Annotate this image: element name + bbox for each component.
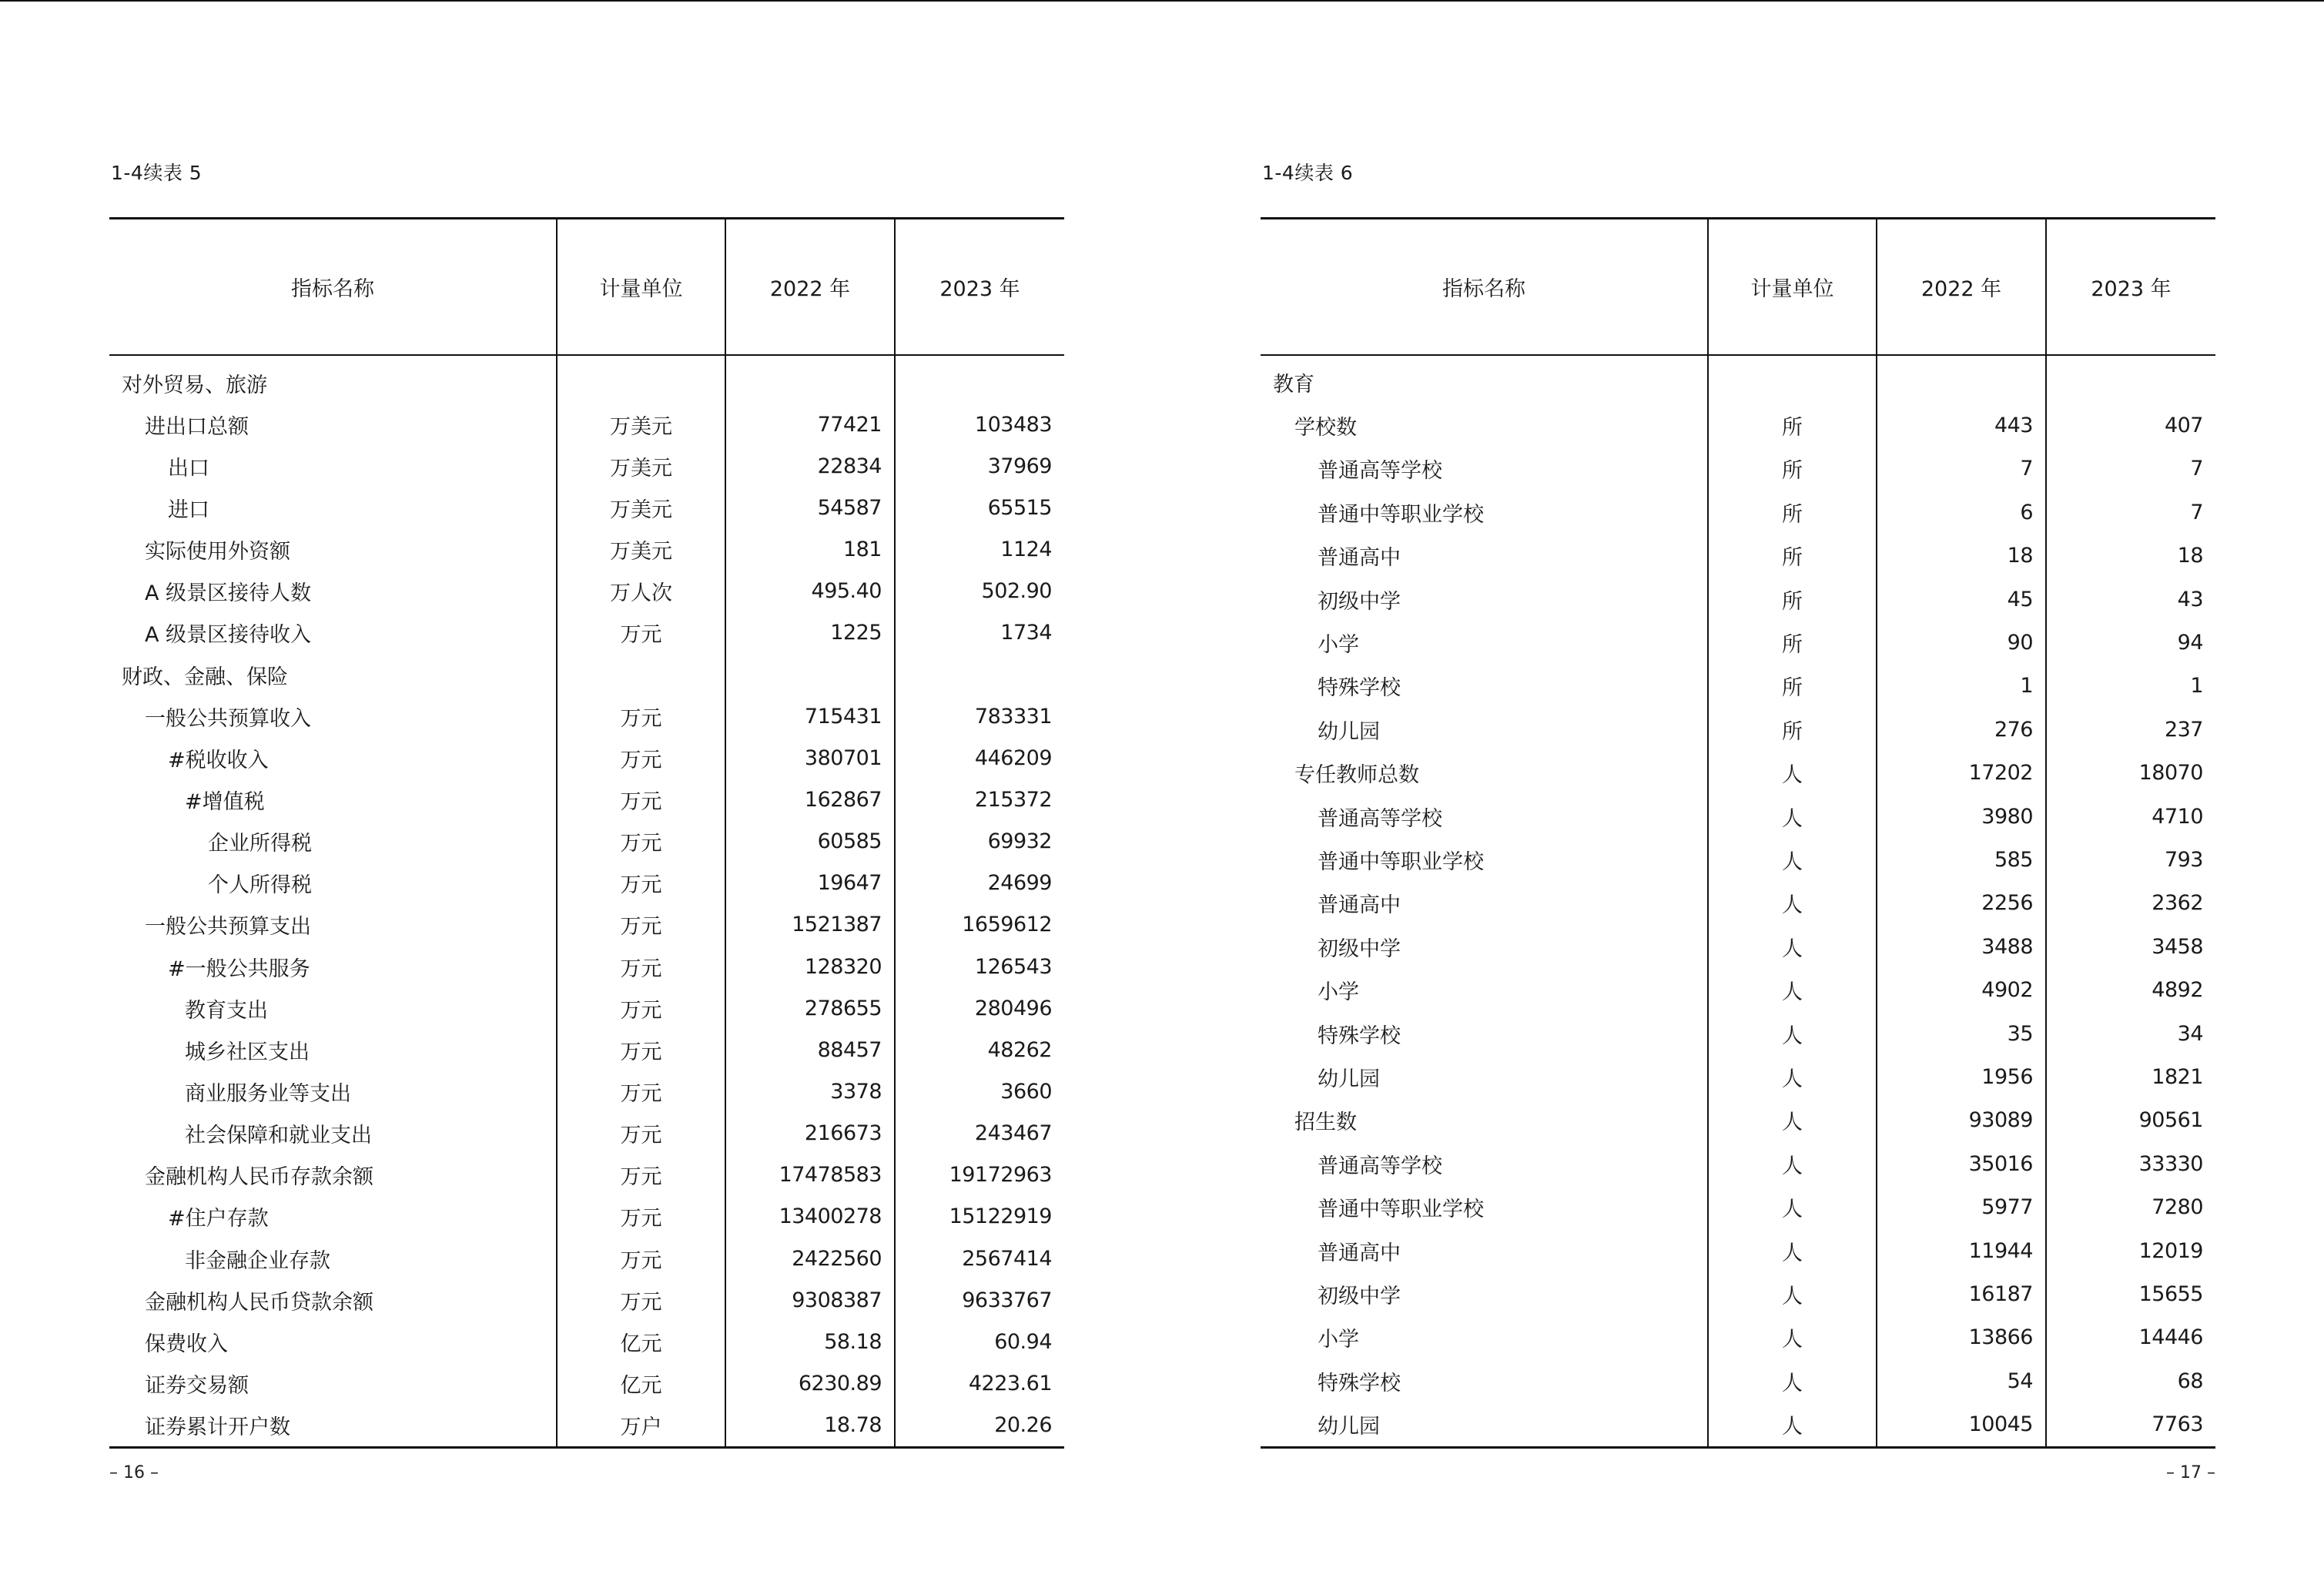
unit-cell: 所 [1708, 578, 1877, 621]
value-2023-cell: 7280 [2046, 1185, 2215, 1228]
table-row [109, 737, 1064, 779]
unit-cell: 万元 [557, 946, 725, 987]
table-row [109, 987, 1064, 1029]
unit-cell [557, 654, 725, 695]
value-2023-cell: 24699 [895, 863, 1064, 904]
value-2023-cell: 280496 [895, 987, 1064, 1029]
table-row [1261, 708, 2215, 751]
value-2022-cell: 16187 [1877, 1272, 2046, 1315]
unit-cell: 所 [1708, 491, 1877, 534]
value-2023-cell: 1124 [895, 529, 1064, 571]
table-header-row [109, 219, 1064, 356]
page-number: – 17 – [2166, 1463, 2215, 1482]
value-2022-cell: 35016 [1877, 1142, 2046, 1185]
value-2022-cell: 35 [1877, 1012, 2046, 1055]
value-2022-cell [725, 355, 895, 404]
value-2022-cell: 54 [1877, 1359, 2046, 1402]
statistics-table [109, 217, 1064, 1449]
value-2022-cell: 93089 [1877, 1099, 2046, 1142]
unit-cell: 所 [1708, 665, 1877, 708]
value-2022-cell: 1956 [1877, 1055, 2046, 1098]
table-row [1261, 1272, 2215, 1315]
value-2023-cell: 783331 [895, 695, 1064, 737]
indicator-name-cell: 进口 [168, 498, 209, 522]
value-2023-cell: 15655 [2046, 1272, 2215, 1315]
unit-cell: 人 [1708, 795, 1877, 838]
unit-cell: 万元 [557, 737, 725, 779]
table-row [109, 529, 1064, 571]
table-title: 1-4续表 6 [1262, 162, 1354, 184]
indicator-name-cell: 普通高中 [1318, 893, 1401, 918]
value-2023-cell: 20.26 [895, 1405, 1064, 1448]
table-row [109, 1154, 1064, 1196]
unit-cell: 人 [1708, 1402, 1877, 1447]
table-row [1261, 882, 2215, 925]
indicator-name-cell: 一般公共预算收入 [145, 706, 311, 731]
value-2022-cell: 585 [1877, 838, 2046, 881]
value-2022-cell: 1225 [725, 612, 895, 654]
value-2022-cell: 443 [1877, 404, 2046, 447]
indicator-name-cell: 金融机构人民币存款余额 [145, 1165, 373, 1190]
value-2023-cell: 4710 [2046, 795, 2215, 838]
value-2022-cell: 128320 [725, 946, 895, 987]
unit-cell: 人 [1708, 1229, 1877, 1272]
value-2023-cell: 446209 [895, 737, 1064, 779]
value-2022-cell: 45 [1877, 578, 2046, 621]
unit-cell: 所 [1708, 708, 1877, 751]
value-2022-cell: 380701 [725, 737, 895, 779]
unit-cell: 万美元 [557, 529, 725, 571]
value-2022-cell: 1521387 [725, 904, 895, 946]
value-2023-cell: 1659612 [895, 904, 1064, 946]
value-2023-cell: 243467 [895, 1113, 1064, 1154]
value-2023-cell: 215372 [895, 779, 1064, 820]
indicator-name-cell: 幼儿园 [1318, 1067, 1380, 1091]
unit-cell: 人 [1708, 925, 1877, 968]
page-number: – 16 – [109, 1463, 159, 1482]
unit-cell: 万元 [557, 1196, 725, 1238]
unit-cell [1708, 355, 1877, 404]
table-row [1261, 838, 2215, 881]
unit-cell: 万元 [557, 1154, 725, 1196]
value-2023-cell: 90561 [2046, 1099, 2215, 1142]
table-row [1261, 1402, 2215, 1447]
indicator-name-cell: 普通高中 [1318, 546, 1401, 571]
value-2023-cell: 1734 [895, 612, 1064, 654]
indicator-name-cell: 金融机构人民币贷款余额 [145, 1290, 373, 1315]
table-row [1261, 925, 2215, 968]
unit-cell: 人 [1708, 752, 1877, 795]
value-2023-cell: 33330 [2046, 1142, 2215, 1185]
indicator-name-cell: 进出口总额 [145, 414, 249, 439]
indicator-name-cell: 小学 [1318, 633, 1359, 658]
unit-cell: 万美元 [557, 404, 725, 445]
table-row [109, 821, 1064, 863]
value-2022-cell: 10045 [1877, 1402, 2046, 1447]
value-2023-cell: 4223.61 [895, 1362, 1064, 1404]
unit-cell: 人 [1708, 1055, 1877, 1098]
table-row [109, 1196, 1064, 1238]
indicator-name-cell: 特殊学校 [1318, 1023, 1401, 1048]
value-2023-cell [2046, 355, 2215, 404]
indicator-name-cell: #住户存款 [168, 1207, 269, 1231]
header-indicator-name: 指标名称 [1261, 219, 1708, 356]
indicator-name-cell: 普通中等职业学校 [1318, 502, 1484, 527]
unit-cell: 所 [1708, 447, 1877, 491]
table-row [1261, 1142, 2215, 1185]
table-row [1261, 447, 2215, 491]
right-page [1261, 0, 2215, 1588]
value-2022-cell: 6230.89 [725, 1362, 895, 1404]
table-header-row [1261, 219, 2215, 356]
indicator-name-cell: 商业服务业等支出 [185, 1081, 351, 1106]
value-2022-cell: 9308387 [725, 1279, 895, 1321]
value-2022-cell: 22834 [725, 445, 895, 487]
value-2023-cell: 43 [2046, 578, 2215, 621]
indicator-name-cell: 普通高等学校 [1318, 1154, 1442, 1178]
value-2023-cell: 103483 [895, 404, 1064, 445]
unit-cell: 所 [1708, 534, 1877, 578]
indicator-name-cell: 个人所得税 [208, 873, 312, 898]
value-2022-cell: 216673 [725, 1113, 895, 1154]
value-2022-cell: 278655 [725, 987, 895, 1029]
value-2022-cell: 54587 [725, 487, 895, 528]
table-row [1261, 491, 2215, 534]
indicator-name-cell: A 级景区接待人数 [145, 581, 312, 606]
unit-cell: 万元 [557, 1279, 725, 1321]
value-2022-cell: 495.40 [725, 571, 895, 612]
indicator-name-cell: 教育 [1273, 372, 1314, 397]
table-row [1261, 665, 2215, 708]
value-2023-cell: 14446 [2046, 1316, 2215, 1359]
indicator-name-cell: 社会保障和就业支出 [185, 1124, 372, 1148]
table-row [1261, 534, 2215, 578]
value-2023-cell: 407 [2046, 404, 2215, 447]
value-2023-cell [895, 355, 1064, 404]
unit-cell: 人 [1708, 1359, 1877, 1402]
unit-cell: 万元 [557, 821, 725, 863]
indicator-name-cell: 初级中学 [1318, 936, 1401, 961]
value-2022-cell: 11944 [1877, 1229, 2046, 1272]
indicator-name-cell: #税收收入 [168, 748, 269, 772]
table-row [109, 695, 1064, 737]
unit-cell: 人 [1708, 882, 1877, 925]
table-row [109, 1238, 1064, 1279]
value-2022-cell: 181 [725, 529, 895, 571]
unit-cell: 人 [1708, 1185, 1877, 1228]
header-year-2023: 2023 年 [895, 219, 1064, 356]
unit-cell: 人 [1708, 968, 1877, 1011]
value-2023-cell: 37969 [895, 445, 1064, 487]
value-2023-cell: 65515 [895, 487, 1064, 528]
value-2022-cell: 3980 [1877, 795, 2046, 838]
indicator-name-cell: 城乡社区支出 [185, 1040, 310, 1064]
value-2022-cell: 276 [1877, 708, 2046, 751]
value-2022-cell [1877, 355, 2046, 404]
value-2023-cell: 12019 [2046, 1229, 2215, 1272]
unit-cell: 万元 [557, 1113, 725, 1154]
table-row [109, 1321, 1064, 1362]
unit-cell: 万元 [557, 612, 725, 654]
header-unit: 计量单位 [1708, 219, 1877, 356]
value-2022-cell: 90 [1877, 621, 2046, 664]
value-2023-cell: 18 [2046, 534, 2215, 578]
indicator-name-cell: 对外贸易、旅游 [122, 373, 267, 397]
value-2023-cell: 15122919 [895, 1196, 1064, 1238]
indicator-name-cell: 小学 [1318, 980, 1359, 1005]
value-2023-cell: 19172963 [895, 1154, 1064, 1196]
table-row [1261, 1055, 2215, 1098]
indicator-name-cell: 普通高中 [1318, 1241, 1401, 1265]
value-2022-cell: 715431 [725, 695, 895, 737]
unit-cell: 亿元 [557, 1321, 725, 1362]
value-2023-cell: 18070 [2046, 752, 2215, 795]
value-2023-cell: 68 [2046, 1359, 2215, 1402]
indicator-name-cell: 幼儿园 [1318, 1415, 1380, 1439]
indicator-name-cell: 一般公共预算支出 [145, 915, 311, 940]
indicator-name-cell: 初级中学 [1318, 589, 1401, 614]
value-2022-cell: 17478583 [725, 1154, 895, 1196]
table-row [1261, 1012, 2215, 1055]
value-2023-cell: 1 [2046, 665, 2215, 708]
value-2022-cell: 162867 [725, 779, 895, 820]
value-2023-cell: 7763 [2046, 1402, 2215, 1447]
table-row [109, 404, 1064, 445]
value-2022-cell: 3378 [725, 1070, 895, 1112]
value-2022-cell: 19647 [725, 863, 895, 904]
unit-cell: 万元 [557, 1070, 725, 1112]
value-2023-cell: 34 [2046, 1012, 2215, 1055]
indicator-name-cell: 普通中等职业学校 [1318, 1198, 1484, 1222]
value-2022-cell: 6 [1877, 491, 2046, 534]
indicator-name-cell: #一般公共服务 [168, 956, 310, 981]
value-2022-cell: 77421 [725, 404, 895, 445]
value-2023-cell: 9633767 [895, 1279, 1064, 1321]
unit-cell: 人 [1708, 1099, 1877, 1142]
table-row [109, 1070, 1064, 1112]
value-2023-cell: 2567414 [895, 1238, 1064, 1279]
unit-cell: 人 [1708, 838, 1877, 881]
table-row [1261, 621, 2215, 664]
unit-cell: 万美元 [557, 487, 725, 528]
unit-cell [557, 355, 725, 404]
table-row [1261, 1185, 2215, 1228]
table-row [109, 1362, 1064, 1404]
value-2023-cell: 69932 [895, 821, 1064, 863]
indicator-name-cell: 幼儿园 [1318, 719, 1380, 744]
value-2023-cell: 48262 [895, 1029, 1064, 1070]
table-row [109, 779, 1064, 820]
value-2022-cell: 1 [1877, 665, 2046, 708]
table-row [1261, 968, 2215, 1011]
indicator-name-cell: 企业所得税 [208, 832, 312, 856]
header-year-2022: 2022 年 [725, 219, 895, 356]
unit-cell: 万元 [557, 904, 725, 946]
value-2022-cell: 18.78 [725, 1405, 895, 1448]
value-2022-cell: 58.18 [725, 1321, 895, 1362]
value-2022-cell: 2422560 [725, 1238, 895, 1279]
value-2022-cell [725, 654, 895, 695]
value-2023-cell: 2362 [2046, 882, 2215, 925]
table-row [109, 612, 1064, 654]
table-title: 1-4续表 5 [111, 162, 203, 184]
value-2022-cell: 2256 [1877, 882, 2046, 925]
indicator-name-cell: 小学 [1318, 1328, 1359, 1352]
indicator-name-cell: #增值税 [185, 789, 265, 814]
indicator-name-cell: 特殊学校 [1318, 1371, 1401, 1395]
unit-cell: 万元 [557, 863, 725, 904]
indicator-name-cell: 普通高等学校 [1318, 459, 1442, 484]
indicator-name-cell: 专任教师总数 [1294, 763, 1419, 788]
value-2022-cell: 7 [1877, 447, 2046, 491]
unit-cell: 所 [1708, 621, 1877, 664]
value-2023-cell: 7 [2046, 491, 2215, 534]
value-2023-cell: 502.90 [895, 571, 1064, 612]
value-2023-cell [895, 654, 1064, 695]
indicator-name-cell: 普通高等学校 [1318, 806, 1442, 831]
unit-cell: 人 [1708, 1272, 1877, 1315]
unit-cell: 亿元 [557, 1362, 725, 1404]
value-2022-cell: 3488 [1877, 925, 2046, 968]
table-row [109, 1279, 1064, 1321]
unit-cell: 万元 [557, 1238, 725, 1279]
header-indicator-name: 指标名称 [109, 219, 557, 356]
value-2023-cell: 1821 [2046, 1055, 2215, 1098]
table-row [1261, 1229, 2215, 1272]
table-row [109, 445, 1064, 487]
table-row [1261, 404, 2215, 447]
indicator-name-cell: 非金融企业存款 [185, 1248, 330, 1273]
header-year-2023: 2023 年 [2046, 219, 2215, 356]
left-page [109, 0, 1064, 1588]
table-row [109, 863, 1064, 904]
table-row [1261, 1316, 2215, 1359]
table-row [109, 571, 1064, 612]
indicator-name-cell: 特殊学校 [1318, 676, 1401, 701]
table-row [1261, 1359, 2215, 1402]
value-2022-cell: 4902 [1877, 968, 2046, 1011]
table-row [109, 1405, 1064, 1448]
value-2022-cell: 18 [1877, 534, 2046, 578]
table-row [1261, 578, 2215, 621]
table-row [1261, 355, 2215, 404]
indicator-name-cell: 财政、金融、保险 [122, 665, 288, 689]
unit-cell: 人 [1708, 1142, 1877, 1185]
table-row [1261, 752, 2215, 795]
unit-cell: 万美元 [557, 445, 725, 487]
value-2022-cell: 17202 [1877, 752, 2046, 795]
indicator-name-cell: 普通中等职业学校 [1318, 849, 1484, 874]
table-row [1261, 795, 2215, 838]
value-2023-cell: 793 [2046, 838, 2215, 881]
table-row [109, 1113, 1064, 1154]
header-unit: 计量单位 [557, 219, 725, 356]
unit-cell: 万户 [557, 1405, 725, 1448]
value-2023-cell: 126543 [895, 946, 1064, 987]
value-2023-cell: 60.94 [895, 1321, 1064, 1362]
value-2023-cell: 7 [2046, 447, 2215, 491]
statistics-table [1261, 217, 2215, 1449]
value-2023-cell: 3458 [2046, 925, 2215, 968]
value-2022-cell: 60585 [725, 821, 895, 863]
unit-cell: 万人次 [557, 571, 725, 612]
indicator-name-cell: A 级景区接待收入 [145, 623, 312, 648]
table-row [109, 946, 1064, 987]
header-year-2022: 2022 年 [1877, 219, 2046, 356]
indicator-name-cell: 学校数 [1294, 416, 1357, 441]
indicator-name-cell: 初级中学 [1318, 1284, 1401, 1308]
value-2022-cell: 5977 [1877, 1185, 2046, 1228]
unit-cell: 万元 [557, 779, 725, 820]
unit-cell: 万元 [557, 1029, 725, 1070]
table-row [109, 487, 1064, 528]
value-2023-cell: 4892 [2046, 968, 2215, 1011]
table-row [109, 355, 1064, 404]
indicator-name-cell: 招生数 [1294, 1111, 1357, 1135]
unit-cell: 人 [1708, 1316, 1877, 1359]
unit-cell: 万元 [557, 695, 725, 737]
value-2023-cell: 94 [2046, 621, 2215, 664]
value-2023-cell: 237 [2046, 708, 2215, 751]
table-row [109, 654, 1064, 695]
indicator-name-cell: 保费收入 [145, 1332, 228, 1356]
indicator-name-cell: 教育支出 [185, 998, 268, 1023]
indicator-name-cell: 证券交易额 [145, 1373, 249, 1398]
unit-cell: 万元 [557, 987, 725, 1029]
table-row [109, 1029, 1064, 1070]
table-row [1261, 1099, 2215, 1142]
value-2022-cell: 13400278 [725, 1196, 895, 1238]
unit-cell: 人 [1708, 1012, 1877, 1055]
indicator-name-cell: 出口 [168, 456, 209, 481]
value-2022-cell: 88457 [725, 1029, 895, 1070]
value-2023-cell: 3660 [895, 1070, 1064, 1112]
indicator-name-cell: 证券累计开户数 [145, 1415, 290, 1440]
table-row [109, 904, 1064, 946]
value-2022-cell: 13866 [1877, 1316, 2046, 1359]
unit-cell: 所 [1708, 404, 1877, 447]
indicator-name-cell: 实际使用外资额 [145, 540, 290, 565]
